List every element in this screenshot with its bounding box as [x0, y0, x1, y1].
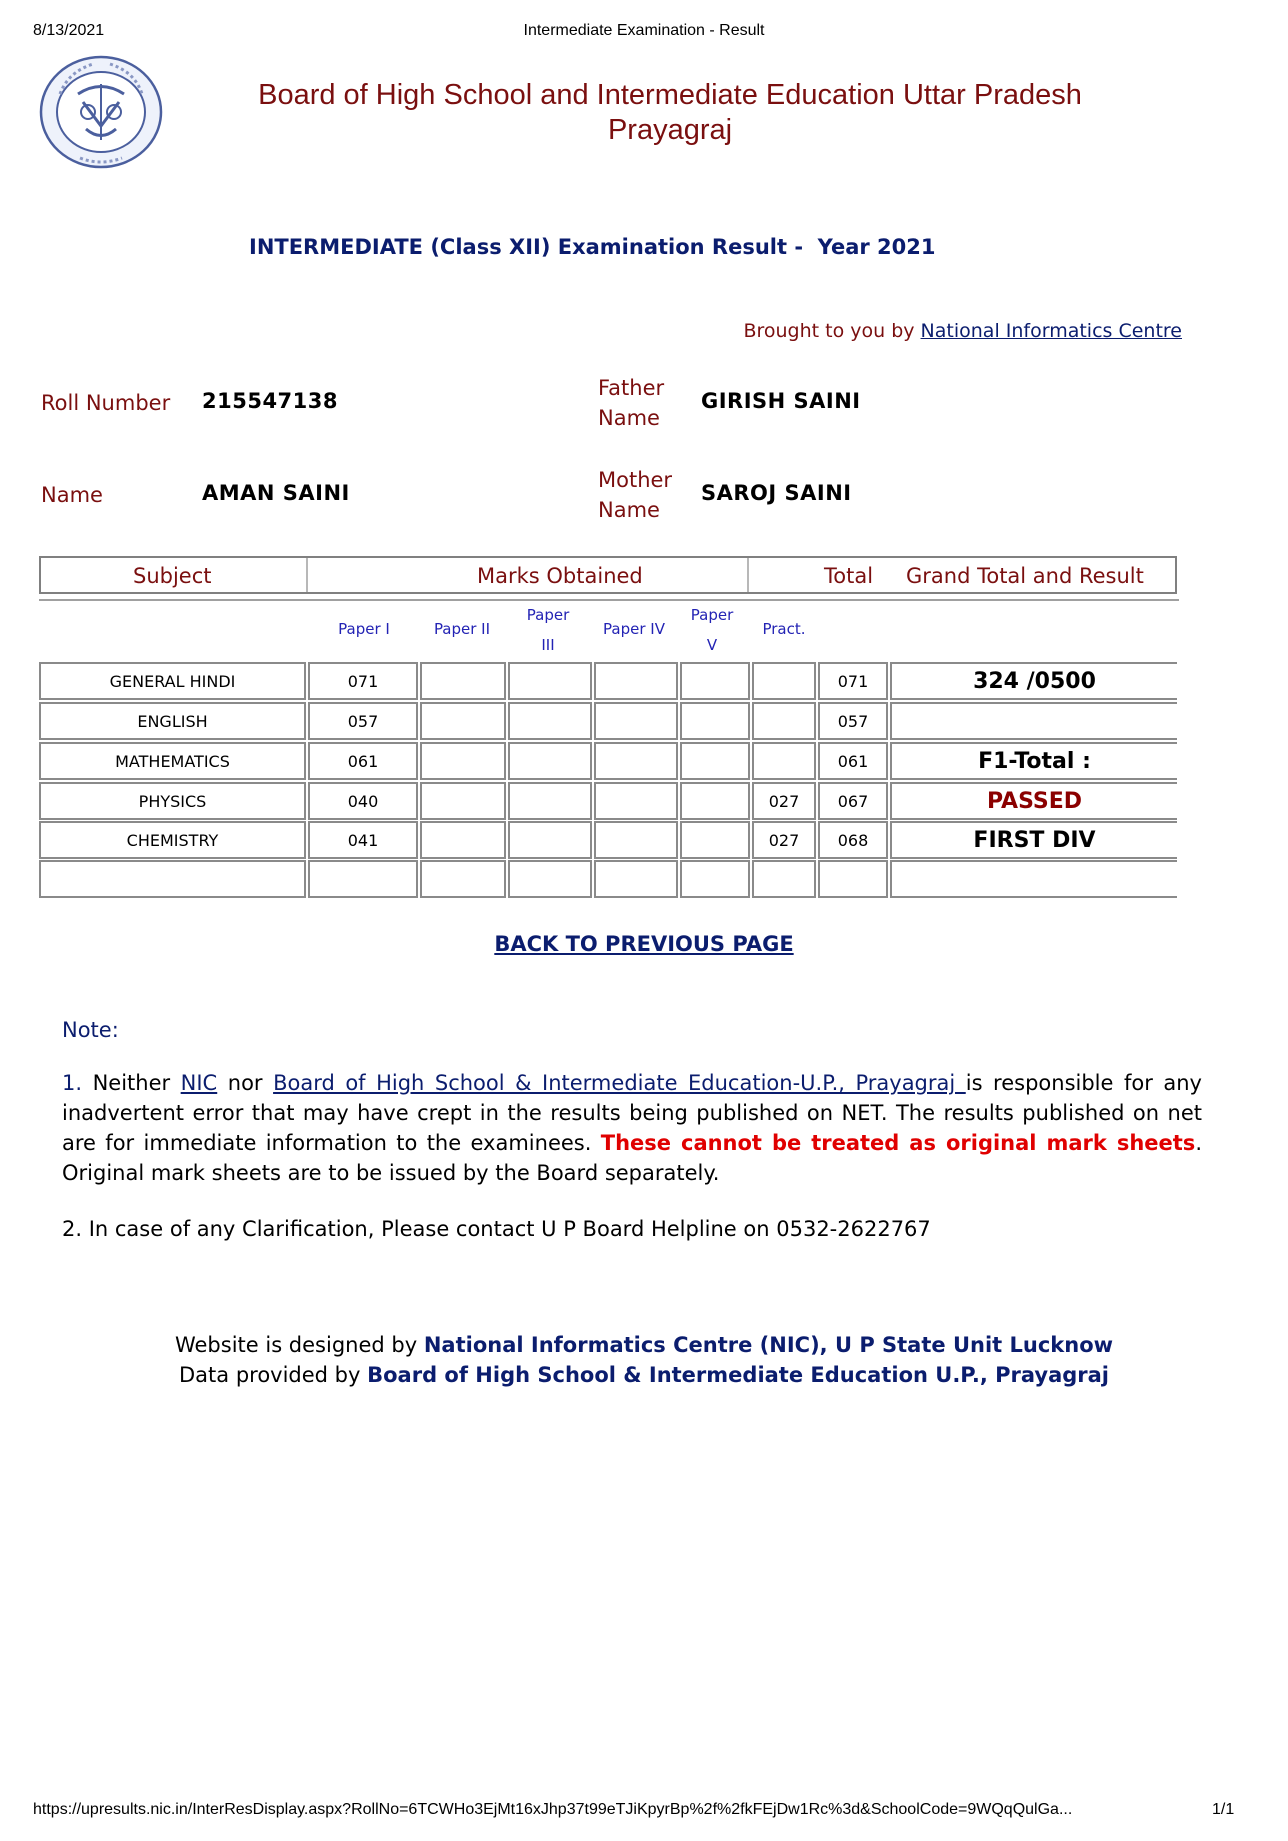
paper-1-cell: 057	[308, 702, 418, 740]
board-note-link[interactable]: Board of High School & Intermediate Education-U.P., Prayagraj	[273, 1071, 966, 1095]
paper-5-cell	[680, 702, 750, 740]
practical-cell	[752, 742, 816, 780]
paper-5-cell	[680, 782, 750, 820]
print-url: https://upresults.nic.in/InterResDisplay.aspx?RollNo=6TCWHo3EjMt16xJhp37t99eTJiKpyrBp%2f%2fkFEjDw1Rc%3d&SchoolCode=9WQqQulGa...	[33, 1801, 1073, 1818]
nic-note-link[interactable]: NIC	[180, 1071, 218, 1095]
total-cell	[818, 860, 888, 898]
total-cell: 067	[818, 782, 888, 820]
paper-5-cell	[680, 860, 750, 898]
paper-3-cell	[508, 702, 592, 740]
practical-cell	[752, 662, 816, 700]
paper-3-cell	[508, 662, 592, 700]
subject-cell: PHYSICS	[39, 782, 306, 820]
practical-cell: 027	[752, 782, 816, 820]
paper-5-cell	[680, 662, 750, 700]
site-designed-by-org: National Informatics Centre (NIC), U P State Unit Lucknow	[423, 1333, 1114, 1357]
board-title	[150, 78, 1190, 148]
total-header: Total	[824, 564, 874, 588]
roll-number-value: 215547138	[202, 389, 339, 413]
site-designed-by	[0, 1330, 1288, 1360]
total-cell: 068	[818, 821, 888, 859]
paper-4-cell	[594, 742, 678, 780]
site-designed-by-prefix: Website is designed by	[174, 1333, 424, 1357]
father-name-label-line2: Name	[598, 406, 660, 430]
grand-total-value: 324 /0500	[890, 662, 1177, 700]
note-1-text-c: is responsible for any inadvertent error that may have crept in the results being published on NET. The results published on net are for immediate information to the examinees.	[62, 1071, 1202, 1155]
note-1-text-b: nor	[217, 1071, 274, 1095]
print-page-number: 1/1	[1212, 1801, 1235, 1818]
subject-cell: MATHEMATICS	[39, 742, 306, 780]
mother-name-value: SAROJ SAINI	[701, 481, 852, 505]
header-divider	[747, 558, 749, 592]
paper-2-cell	[420, 860, 506, 898]
practical-header: Pract.	[762, 620, 806, 638]
total-cell: 061	[818, 742, 888, 780]
paper-4-header: Paper IV	[603, 620, 665, 638]
paper-3-header-line2: III	[541, 636, 555, 654]
mother-name-label	[598, 465, 672, 525]
note-1-text-a: Neither	[82, 1071, 181, 1095]
brought-by-prefix: Brought to you by	[743, 320, 921, 342]
paper-5-header	[677, 600, 747, 660]
back-to-previous-page-link[interactable]: BACK TO PREVIOUS PAGE	[494, 932, 794, 956]
subject-cell: CHEMISTRY	[39, 821, 306, 859]
note-paragraph-2: 2. In case of any Clarification, Please contact U P Board Helpline on 0532-2622767	[62, 1217, 931, 1241]
paper-4-cell	[594, 860, 678, 898]
result-blank-cell	[890, 702, 1177, 740]
paper-4-cell	[594, 821, 678, 859]
mother-name-label-line2: Name	[598, 498, 660, 522]
paper-1-header: Paper I	[338, 620, 390, 638]
paper-1-cell: 061	[308, 742, 418, 780]
paper-3-header	[508, 600, 588, 660]
paper-4-cell	[594, 782, 678, 820]
header-divider	[306, 558, 308, 592]
exam-title: INTERMEDIATE (Class XII) Examination Result - Year 2021	[249, 235, 936, 259]
up-state-emblem-icon	[38, 54, 164, 170]
subject-header: Subject	[133, 564, 212, 588]
data-provided-by-org: Board of High School & Intermediate Education U.P., Prayagraj	[367, 1363, 1109, 1387]
roll-number-label: Roll Number	[41, 391, 171, 415]
practical-cell: 027	[752, 821, 816, 859]
note-1-text-d: . Original mark sheets are to be issued by the Board separately.	[62, 1131, 1202, 1185]
father-name-label	[598, 373, 664, 433]
total-cell: 057	[818, 702, 888, 740]
note-heading: Note:	[62, 1018, 119, 1042]
print-date: 8/13/2021	[33, 22, 105, 39]
paper-4-cell	[594, 702, 678, 740]
practical-cell	[752, 860, 816, 898]
paper-3-cell	[508, 782, 592, 820]
grand-total-header: Grand Total and Result	[906, 564, 1144, 588]
note-1-warning: These cannot be treated as original mark sheets	[600, 1131, 1196, 1155]
note-paragraph-1	[62, 1068, 1202, 1188]
paper-2-cell	[420, 742, 506, 780]
paper-5-header-line1: Paper	[690, 606, 734, 624]
board-title-line1: Board of High School and Intermediate Education Uttar Pradesh	[258, 79, 1082, 111]
paper-4-cell	[594, 662, 678, 700]
paper-1-cell: 041	[308, 821, 418, 859]
paper-3-cell	[508, 860, 592, 898]
paper-2-cell	[420, 782, 506, 820]
practical-cell	[752, 702, 816, 740]
mother-name-label-line1: Mother	[598, 468, 673, 492]
result-blank-cell	[890, 860, 1177, 898]
result-status: PASSED	[890, 782, 1177, 820]
paper-2-cell	[420, 821, 506, 859]
subject-cell: GENERAL HINDI	[39, 662, 306, 700]
paper-2-header: Paper II	[433, 620, 491, 638]
data-provided-by-prefix: Data provided by	[179, 1363, 368, 1387]
paper-1-cell: 071	[308, 662, 418, 700]
paper-5-cell	[680, 821, 750, 859]
name-value: AMAN SAINI	[202, 481, 350, 505]
paper-3-header-line1: Paper	[526, 606, 570, 624]
note-1-number: 1.	[62, 1071, 83, 1095]
subject-cell: ENGLISH	[39, 702, 306, 740]
data-provided-by	[0, 1360, 1288, 1390]
f1-total-label: F1-Total :	[890, 742, 1177, 780]
paper-5-header-line2: V	[706, 636, 718, 654]
brought-by	[743, 320, 1182, 342]
paper-1-cell: 040	[308, 782, 418, 820]
paper-3-cell	[508, 821, 592, 859]
board-title-line2: Prayagraj	[607, 114, 733, 146]
paper-2-cell	[420, 662, 506, 700]
nic-link[interactable]: National Informatics Centre	[920, 320, 1182, 342]
paper-3-cell	[508, 742, 592, 780]
print-title: Intermediate Examination - Result	[523, 22, 765, 39]
father-name-label-line1: Father	[598, 376, 665, 400]
paper-2-cell	[420, 702, 506, 740]
paper-1-cell	[308, 860, 418, 898]
total-cell: 071	[818, 662, 888, 700]
result-division: FIRST DIV	[890, 821, 1177, 859]
name-label: Name	[41, 483, 103, 507]
header-underline	[39, 599, 1179, 601]
father-name-value: GIRISH SAINI	[701, 389, 861, 413]
marks-obtained-header: Marks Obtained	[477, 564, 643, 588]
paper-5-cell	[680, 742, 750, 780]
subject-cell	[39, 860, 306, 898]
